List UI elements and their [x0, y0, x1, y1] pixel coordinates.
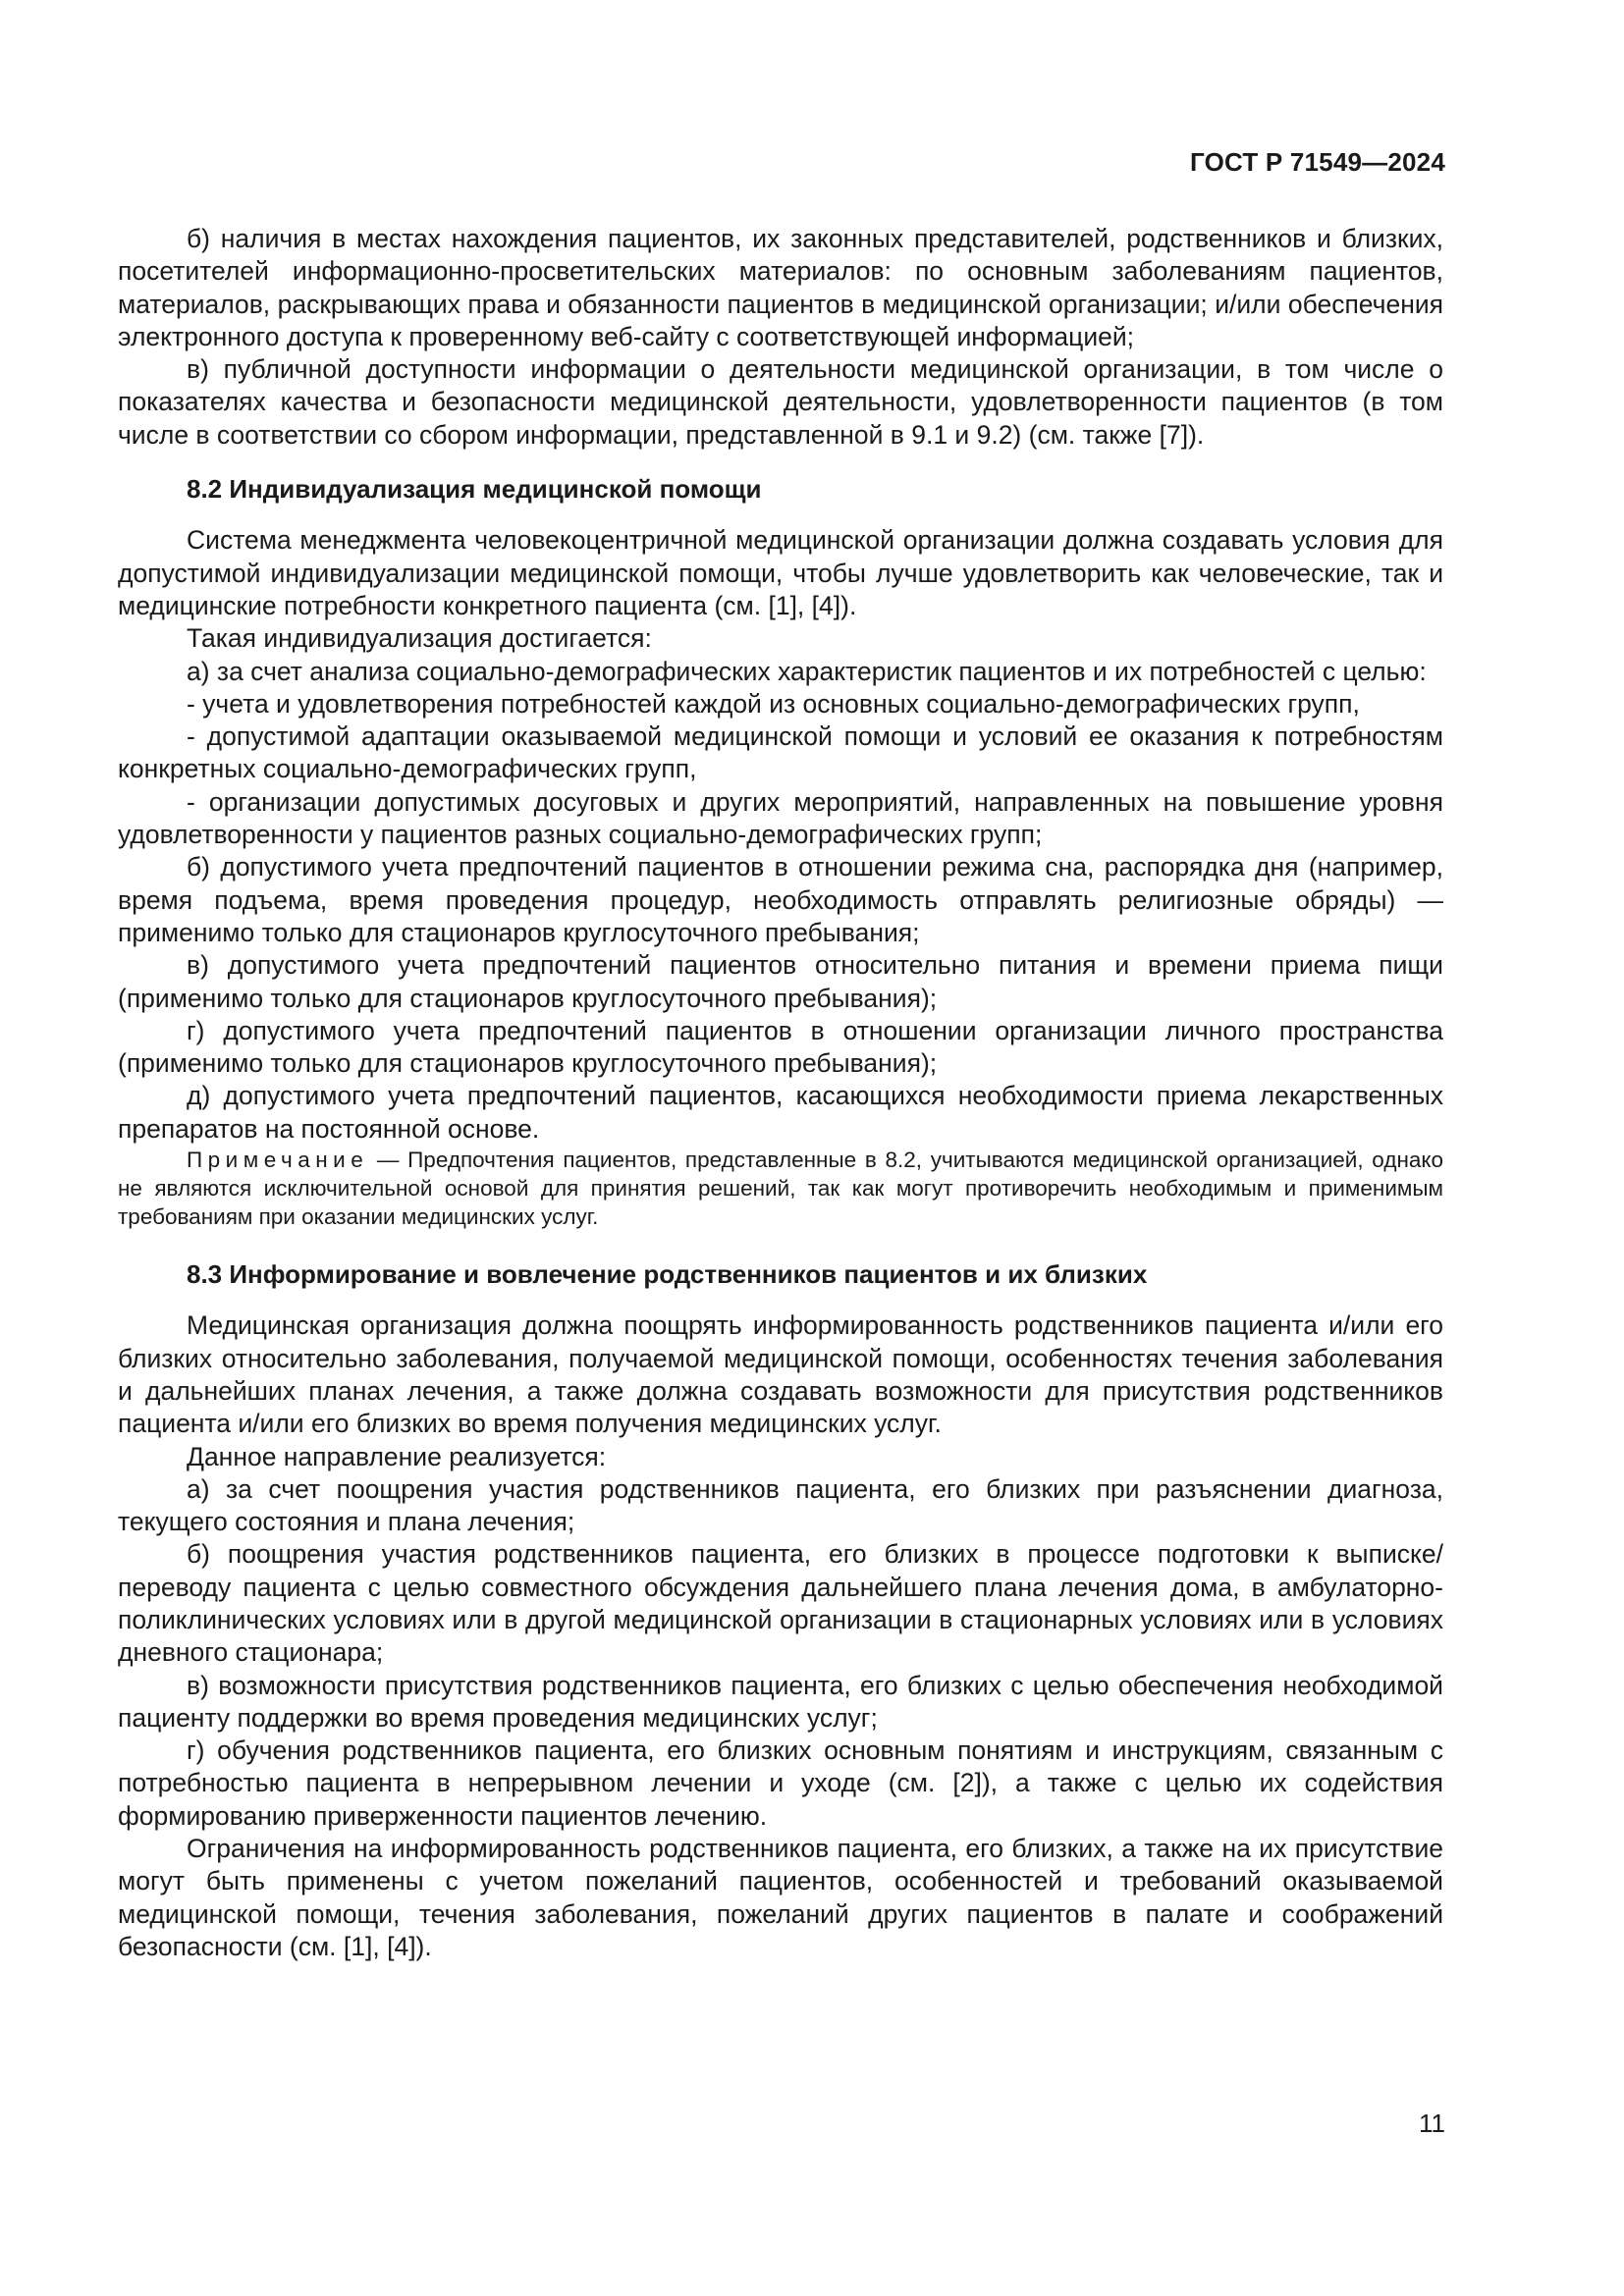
paragraph: в) возможности присутствия родственников пациента, его близких с целью обеспечения необходимой пациенту поддержки во время проведения медицинских услуг; — [118, 1670, 1443, 1733]
paragraph: б) наличия в местах нахождения пациентов, их законных представителей, родственников и близких, посетителей информационно-просветительских материалов: по основным заболеваниям пациентов, материалов, раскрывающих права и обязанности пациентов в медицинской организации; и/или обеспечения электронного доступа к проверенному веб-сайту с соответствующей информацией; — [118, 224, 1443, 351]
list-item: - учета и удовлетворения потребностей каждой из основных социально-демографических групп, — [187, 688, 1360, 719]
paragraph: г) допустимого учета предпочтений пациентов в отношении организации личного пространства (применимо только для стационаров круглосуточного пребывания); — [118, 1015, 1443, 1079]
paragraph: г) обучения родственников пациента, его близких основным понятиям и инструкциям, связанным с потребностью пациента в непрерывном лечении и уходе (см. [2]), а также с целью их содействия формированию приверженности пациентов лечению. — [118, 1735, 1443, 1831]
page-number: 11 — [1419, 2109, 1445, 2138]
paragraph: в) публичной доступности информации о деятельности медицинской организации, в том числе о показателях качества и безопасности медицинской деятельности, удовлетворенности пациентов (в том числе в соответствии со сбором информации, представленной в 9.1 и 9.2) (см. также [7]). — [118, 354, 1443, 450]
paragraph: Ограничения на информированность родственников пациента, его близких, а также на их присутствие могут быть применены с учетом пожеланий пациентов, особенностей и требований оказываемой медицинской помощи, течения заболевания, пожеланий других пациентов в палате и соображений безопасности (см. [1], [4]). — [118, 1834, 1443, 1961]
paragraph: а) за счет анализа социально-демографических характеристик пациентов и их потребностей с целью: — [187, 656, 1427, 686]
paragraph: Медицинская организация должна поощрять информированность родственников пациента и/или его близких относительно заболевания, получаемой медицинской помощи, особенностях течения заболевания и дальнейших планах лечения, а также должна создавать возможности для присутствия родственников пациента и/или его близких во время получения медицинских услуг. — [118, 1310, 1443, 1439]
paragraph: Такая индивидуализация достигается: — [187, 623, 652, 654]
note-text: — Предпочтения пациентов, представленные в 8.2, учитываются медицинской организацией, однако не являются исключительной основой для принятия решений, так как могут противоречить необходимым и применимым требованиям при оказании медицинских услуг. — [118, 1148, 1443, 1230]
note — [118, 1146, 1443, 1231]
paragraph: Система менеджмента человекоцентричной медицинской организации должна создавать условия для допустимой индивидуализации медицинской помощи, чтобы лучше удовлетворить как человеческие, так и медицинские потребности конкретного пациента (см. [1], [4]). — [118, 525, 1443, 620]
list-item: - организации допустимых досуговых и других мероприятий, направленных на повышение уровня удовлетворенности у пациентов разных социально-демографических групп; — [118, 786, 1443, 850]
section-heading: 8.2 Индивидуализация медицинской помощи — [187, 474, 762, 505]
paragraph: Данное направление реализуется: — [187, 1441, 607, 1471]
document-body — [118, 223, 1443, 1963]
paragraph: а) за счет поощрения участия родственников пациента, его близких при разъяснении диагноза, текущего состояния и плана лечения; — [118, 1473, 1443, 1537]
paragraph: д) допустимого учета предпочтений пациентов, касающихся необходимости приема лекарственных препаратов на постоянной основе. — [118, 1081, 1443, 1144]
section-heading: 8.3 Информирование и вовлечение родственников пациентов и их близких — [187, 1259, 1148, 1290]
document-code: ГОСТ Р 71549—2024 — [1190, 147, 1445, 177]
paragraph: б) допустимого учета предпочтений пациентов в отношении режима сна, распорядка дня (например, время подъема, время проведения процедур, необходимость отправлять религиозные обряды) — применимо только для стационаров круглосуточного пребывания; — [118, 852, 1443, 947]
paragraph: б) поощрения участия родственников пациента, его близких в процессе подготовки к выписке/ переводу пациента с целью совместного обсуждения дальнейшего плана лечения дома, в амбулаторно-поликлинических условиях или в другой медицинской организации в стационарных условиях или в условиях дневного стационара; — [118, 1539, 1443, 1668]
note-label: Примечание — [187, 1148, 369, 1173]
paragraph: в) допустимого учета предпочтений пациентов относительно питания и времени приема пищи (применимо только для стационаров круглосуточного пребывания); — [118, 950, 1443, 1013]
list-item: - допустимой адаптации оказываемой медицинской помощи и условий ее оказания к потребностям конкретных социально-демографических групп, — [118, 721, 1443, 784]
